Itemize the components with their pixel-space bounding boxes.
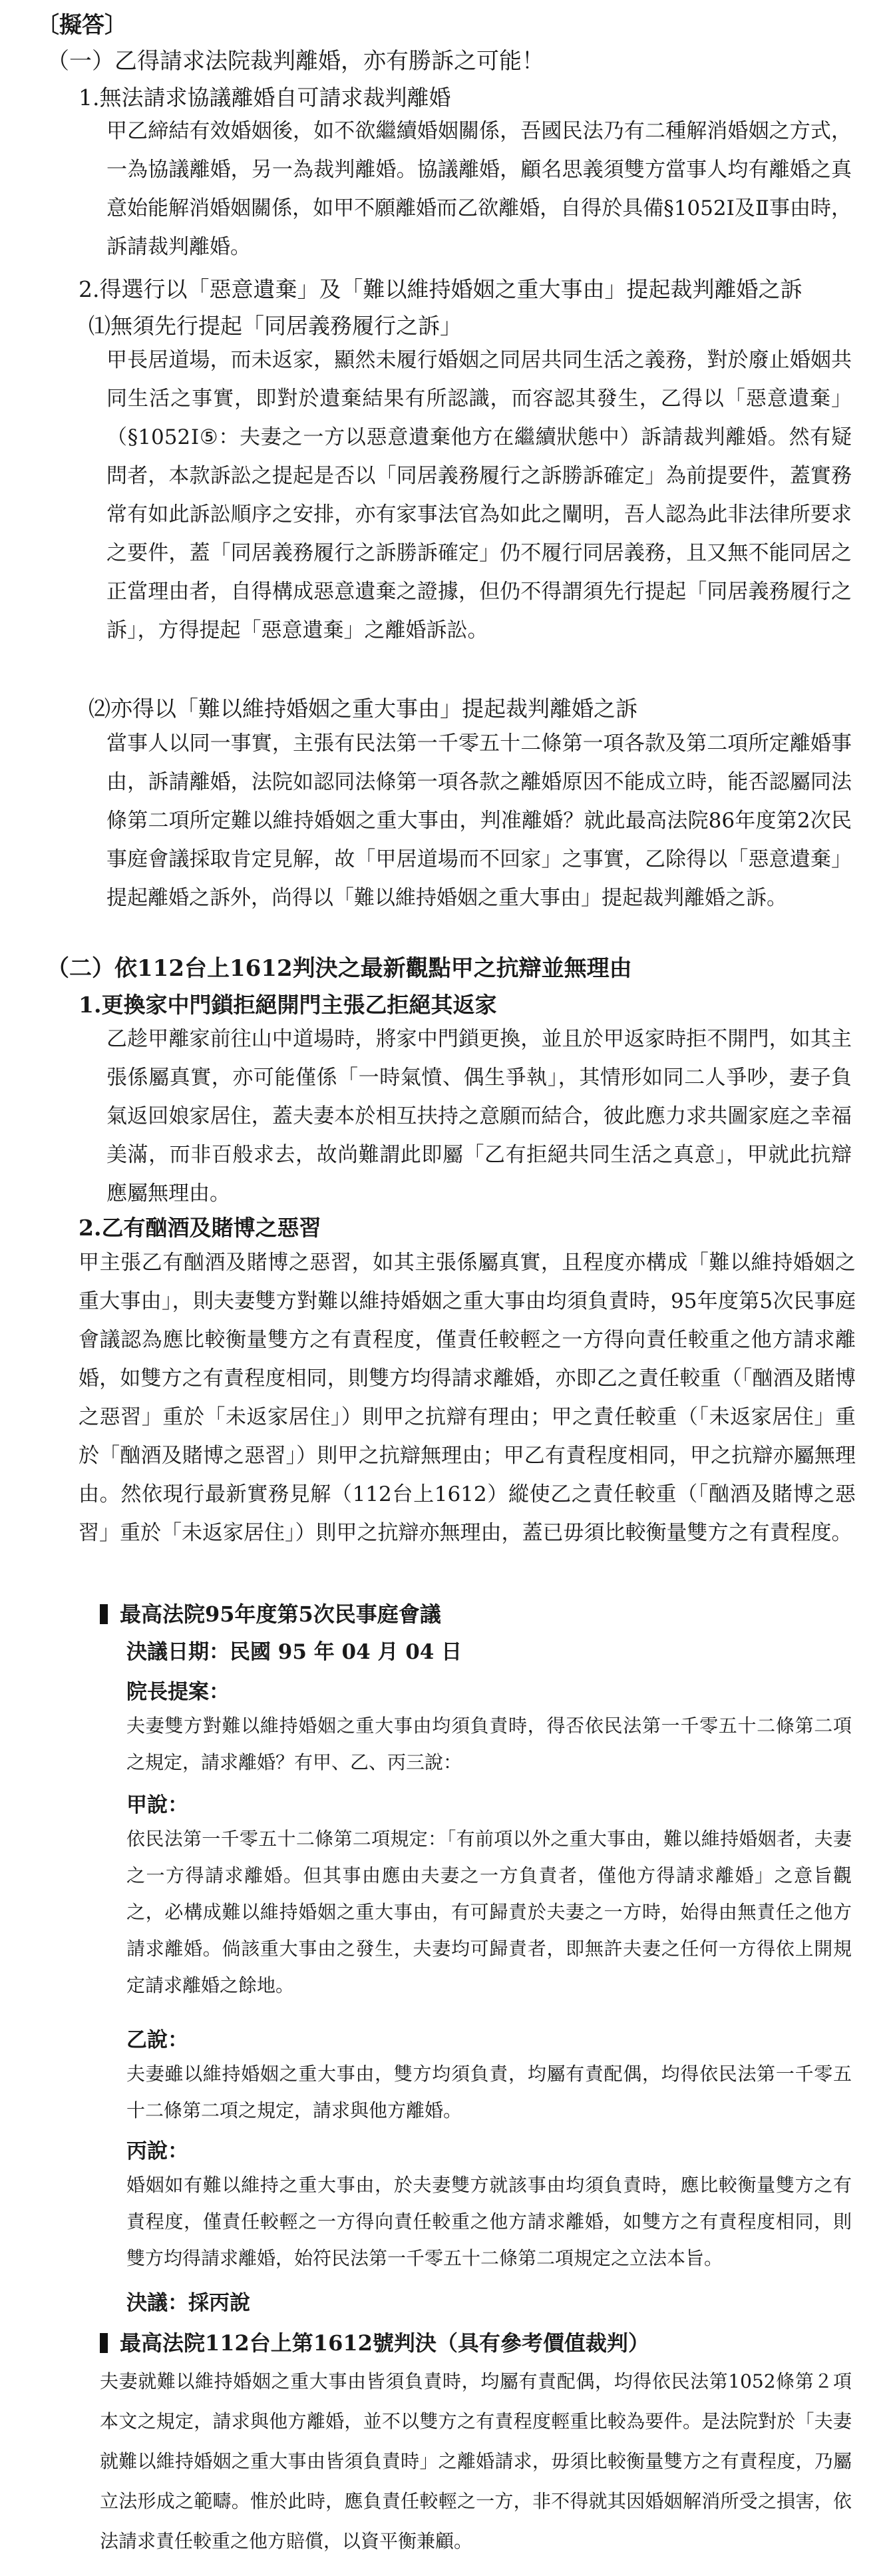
case-1-opinion-c-label: 丙說： (126, 2139, 188, 2163)
section-1-2b-body: 當事人以同一事實，主張有民法第一千零五十二條第一項各款及第二項所定離婚事由，訴請離婚，法院如認同法條第一項各款之離婚原因不能成立時，能否認屬同法條第二項所定難以維持婚姻之重大事由，判准離婚？就此最高法院86年度第2次民事庭會議採取肯定見解，故「甲居道場而不回家」之事實，乙除得以「惡意遺棄」提起離婚之訴外，尚得以「難以維持婚姻之重大事由」提起裁判離婚之訴。 (106, 732, 852, 910)
case-1-opinion-b-body: 夫妻雖以維持婚姻之重大事由，雙方均須負責，均屬有責配偶，均得依民法第一千零五十二條第二項之規定，請求與他方離婚。 (126, 2063, 852, 2121)
section-1-2a-title: ⑴無須先行提起「同居義務履行之訴」 (89, 313, 462, 339)
section-2-1-body: 乙趁甲離家前往山中道場時，將家中門鎖更換，並且於甲返家時拒不開門，如其主張係屬真實，亦可能僅係「一時氣憤、偶生爭執」，其情形如同二人爭吵，妻子負氣返回娘家居住，蓋夫妻本於相互扶持之意願而結合，彼此應力求共圖家庭之幸福美滿，而非百般求去，故尚難謂此即屬「乙有拒絕共同生活之真意」，甲就此抗辯應屬無理由。 (106, 1027, 852, 1205)
section-1-title: （一）乙得請求法院裁判離婚，亦有勝訴之可能！ (47, 48, 544, 75)
section-2-title: （二）依112台上1612判決之最新觀點甲之抗辯並無理由 (47, 955, 632, 982)
case-1-opinion-b-label: 乙說： (126, 2028, 188, 2052)
case-1-proposal-label: 院長提案： (126, 1680, 230, 1704)
case-2-title: 最高法院112台上第1612號判決（具有參考價值裁判） (100, 2330, 649, 2356)
case-1-resolution: 決議：採丙說 (126, 2291, 250, 2315)
case-1-opinion-a-label: 甲說： (126, 1793, 188, 1817)
section-1-2-title: 2.得選行以「惡意遺棄」及「難以維持婚姻之重大事由」提起裁判離婚之訴 (79, 276, 802, 302)
section-1-1-title: 1.無法請求協議離婚自可請求裁判離婚 (79, 85, 451, 110)
case-2-body: 夫妻就難以維持婚姻之重大事由皆須負責時，均屬有責配偶，均得依民法第1052條第２項本文之規定，請求與他方離婚，並不以雙方之有責程度輕重比較為要件。是法院對於「夫妻就難以維持婚姻之重大事由皆須負責時」之離婚請求，毋須比較衡量雙方之有責程度，乃屬立法形成之範疇。惟於此時，應負責任較輕之一方，非不得就其因婚姻解消所受之損害，依法請求責任較重之他方賠償，以資平衡兼顧。 (100, 2370, 852, 2552)
section-2-2-title: 2.乙有酗酒及賭博之惡習 (79, 1215, 321, 1241)
case-1-opinion-a-body: 依民法第一千零五十二條第二項規定：「有前項以外之重大事由，難以維持婚姻者，夫妻之一方得請求離婚。但其事由應由夫妻之一方負責者，僅他方得請求離婚」之意旨觀之，必構成難以維持婚姻之重大事由，有可歸責於夫妻之一方時，始得由無責任之他方請求離婚。倘該重大事由之發生，夫妻均可歸責者，即無許夫妻之任何一方得依上開規定請求離婚之餘地。 (126, 1828, 852, 1996)
case-1-proposal-body: 夫妻雙方對難以維持婚姻之重大事由均須負責時，得否依民法第一千零五十二條第二項之規定，請求離婚？有甲、乙、丙三說： (126, 1715, 852, 1773)
section-1-1-body: 甲乙締結有效婚姻後，如不欲繼續婚姻關係，吾國民法乃有二種解消婚姻之方式，一為協議離婚，另一為裁判離婚。協議離婚，顧名思義須雙方當事人均有離婚之真意始能解消婚姻關係，如甲不願離婚而乙欲離婚，自得於具備§1052Ⅰ及Ⅱ事由時，訴請裁判離婚。 (106, 119, 852, 259)
case-1-title: 最高法院95年度第5次民事庭會議 (100, 1601, 441, 1627)
case-1-date: 決議日期：民國 95 年 04 月 04 日 (126, 1640, 462, 1664)
section-1-2b-title: ⑵亦得以「難以維持婚姻之重大事由」提起裁判離婚之訴 (89, 696, 637, 722)
case-1-opinion-c-body: 婚姻如有難以維持之重大事由，於夫妻雙方就該事由均須負責時，應比較衡量雙方之有責程度，僅責任較輕之一方得向責任較重之他方請求離婚，如雙方之有責程度相同，則雙方均得請求離婚，始符民法第一千零五十二條第二項規定之立法本旨。 (126, 2174, 852, 2269)
section-2-2-body: 甲主張乙有酗酒及賭博之惡習，如其主張係屬真實，且程度亦構成「難以維持婚姻之重大事由」，則夫妻雙方對難以維持婚姻之重大事由均須負責時，95年度第5次民事庭會議認為應比較衡量雙方之有責程度，僅責任較輕之一方得向責任較重之他方請求離婚，如雙方之有責程度相同，則雙方均得請求離婚，亦即乙之責任較重（「酗酒及賭博之惡習」重於「未返家居住」）則甲之抗辯有理由；甲之責任較重（「未返家居住」重於「酗酒及賭博之惡習」）則甲之抗辯無理由；甲乙有責程度相同，甲之抗辯亦屬無理由。然依現行最新實務見解（112台上1612）縱使乙之責任較重（「酗酒及賭博之惡習」重於「未返家居住」）則甲之抗辯亦無理由，蓋已毋須比較衡量雙方之有責程度。 (79, 1251, 856, 1545)
section-1-2a-body: 甲長居道場，而未返家，顯然未履行婚姻之同居共同生活之義務，對於廢止婚姻共同生活之事實，即對於遺棄結果有所認識，而容認其發生，乙得以「惡意遺棄」（§1052Ⅰ⑤：夫妻之一方以惡意遺棄他方在繼續狀態中）訴請裁判離婚。然有疑問者，本款訴訟之提起是否以「同居義務履行之訴勝訴確定」為前提要件，蓋實務常有如此訴訟順序之安排，亦有家事法官為如此之闡明，吾人認為此非法律所要求之要件，蓋「同居義務履行之訴勝訴確定」仍不履行同居義務，且又無不能同居之正當理由者，自得構成惡意遺棄之證據，但仍不得謂須先行提起「同居義務履行之訴」，方得提起「惡意遺棄」之離婚訴訟。 (106, 348, 852, 642)
answer-heading: 〔擬答〕 (37, 12, 127, 39)
section-2-1-title: 1.更換家中門鎖拒絕開門主張乙拒絕其返家 (79, 992, 497, 1018)
